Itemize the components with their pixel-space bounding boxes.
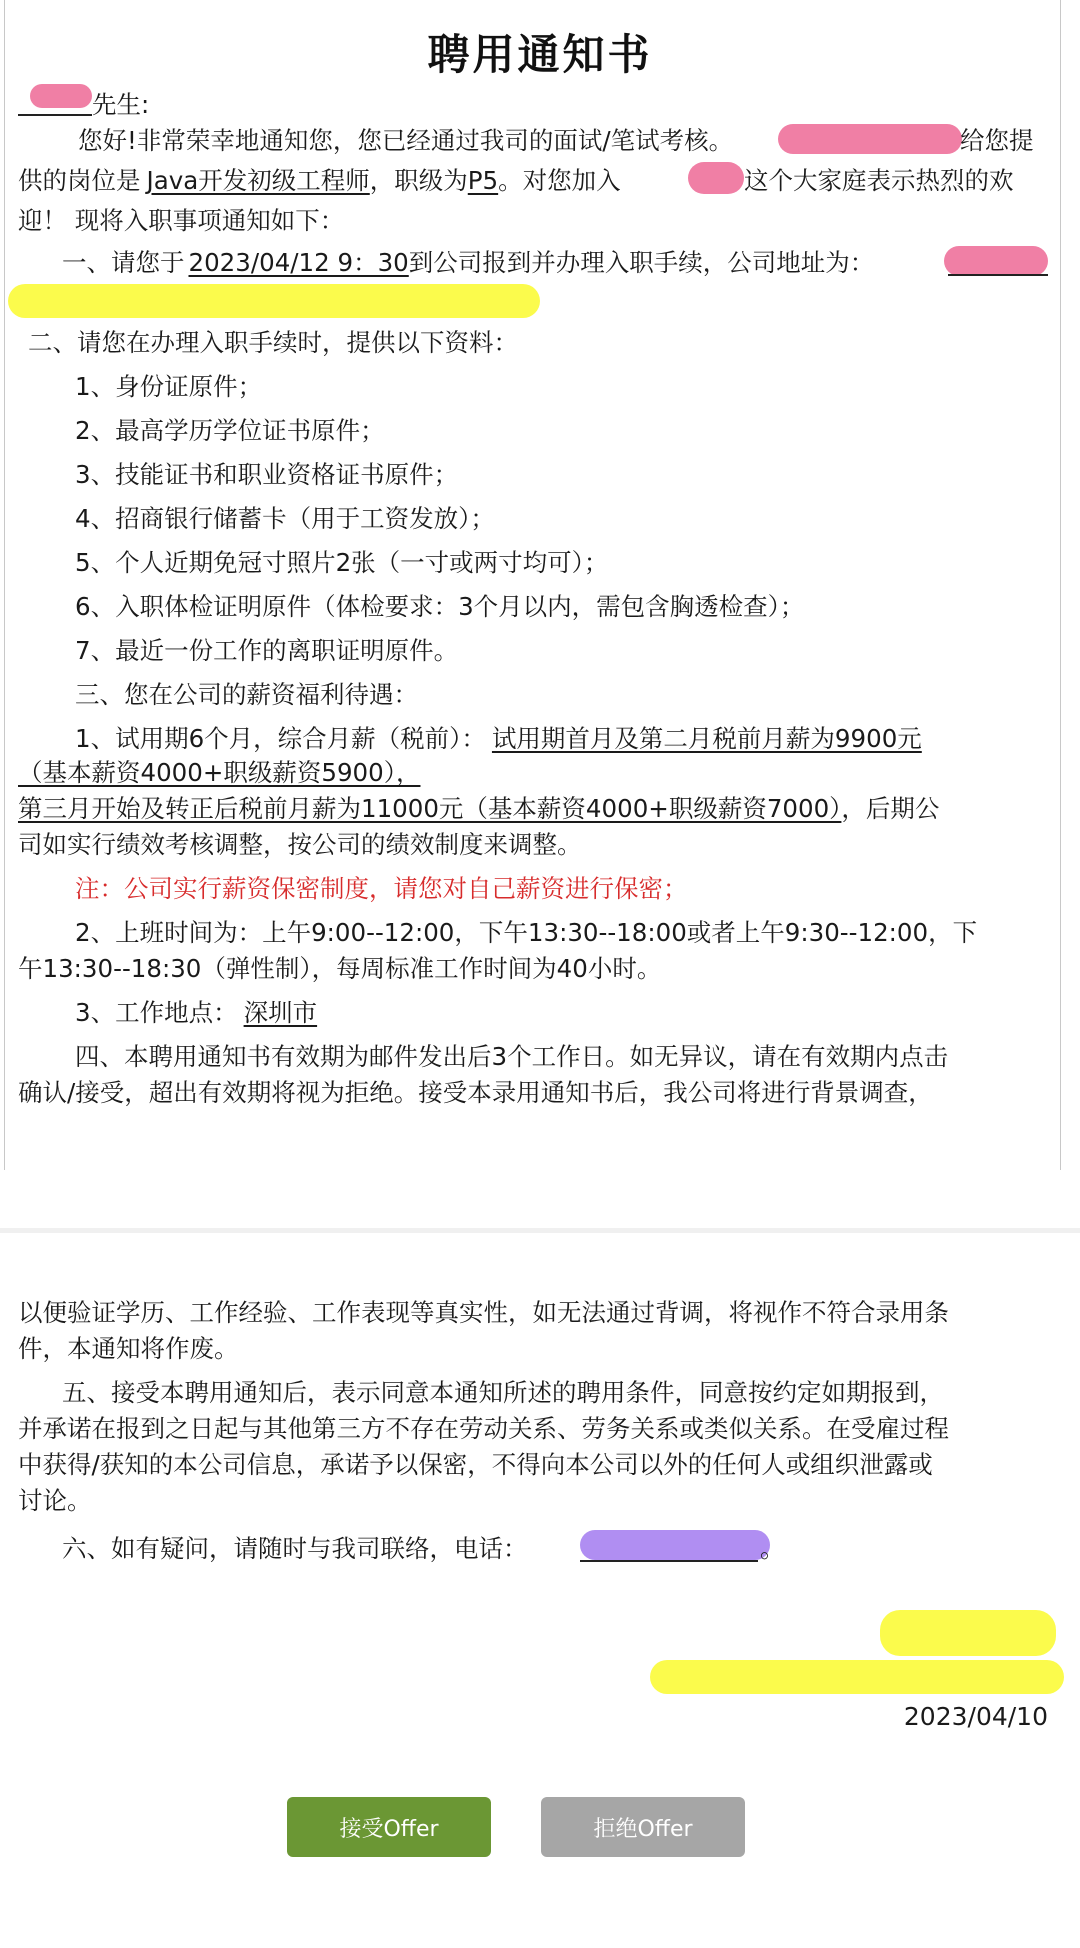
redacted-signature bbox=[880, 1610, 1056, 1656]
section-5-line-1: 五、接受本聘用通知后，表示同意本通知所述的聘用条件，同意按约定如期报到， bbox=[62, 1378, 944, 1407]
position-title: Java开发初级工程师 bbox=[146, 166, 370, 195]
list-item: 6、入职体检证明原件（体检要求：3个月以内，需包含胸透检查）； bbox=[75, 592, 805, 621]
salary-probation-detail: （基本薪资4000+职级薪资5900）， bbox=[18, 758, 421, 787]
section-5-line-2: 并承诺在报到之日起与其他第三方不存在劳动关系、劳务关系或类似关系。在受雇过程 bbox=[18, 1414, 949, 1443]
address-underline bbox=[948, 274, 1048, 276]
section-5-line-3: 中获得/获知的本公司信息，承诺予以保密，不得向本公司以外的任何人或组织泄露或 bbox=[18, 1450, 933, 1479]
page-divider bbox=[0, 1228, 1080, 1233]
list-item: 5、个人近期免冠寸照片2张（一寸或两寸均可）； bbox=[75, 548, 609, 577]
intro-line-1-tail: 给您提 bbox=[960, 126, 1034, 155]
accept-offer-button[interactable]: 接受Offer bbox=[287, 1797, 491, 1857]
section-4-line-3: 以便验证学历、工作经验、工作表现等真实性，如无法通过背调，将视作不符合录用条 bbox=[18, 1298, 949, 1327]
intro-line-1: 您好!非常荣幸地通知您，您已经通过我司的面试/笔试考核。 bbox=[78, 126, 734, 155]
section-5-line-4: 讨论。 bbox=[18, 1486, 92, 1515]
redacted-phone bbox=[580, 1530, 770, 1560]
section-4-line-1: 四、本聘用通知书有效期为邮件发出后3个工作日。如无异议，请在有效期内点击 bbox=[75, 1042, 949, 1071]
salutation: 先生: bbox=[92, 90, 150, 119]
report-datetime: 2023/04/12 9：30 bbox=[188, 248, 409, 277]
section-6-end: 。 bbox=[760, 1534, 785, 1563]
list-item: 4、招商银行储蓄卡（用于工资发放）； bbox=[75, 504, 495, 533]
work-hours-line-1: 2、上班时间为：上午9:00--12:00，下午13:30--18:00或者上午9:30--12:00，下 bbox=[75, 918, 978, 947]
redacted-address-highlight bbox=[8, 284, 540, 318]
page-title: 聘用通知书 bbox=[427, 30, 653, 79]
section-3-heading: 三、您在公司的薪资福利待遇： bbox=[75, 680, 418, 709]
section-6: 六、如有疑问，请随时与我司联络，电话： bbox=[62, 1534, 528, 1563]
issue-date: 2023/04/10 bbox=[903, 1702, 1048, 1731]
reject-offer-button[interactable]: 拒绝Offer bbox=[541, 1797, 745, 1857]
list-item: 1、身份证原件； bbox=[75, 372, 263, 401]
text: 3、工作地点： bbox=[75, 998, 238, 1027]
salary-line-3 bbox=[18, 792, 939, 826]
confidentiality-note: 注：公司实行薪资保密制度，请您对自己薪资进行保密； bbox=[75, 874, 688, 903]
text: 供的岗位是 bbox=[18, 166, 141, 195]
text: ，职级为 bbox=[369, 166, 468, 195]
salary-regular: 第三月开始及转正后税前月薪为11000元（基本薪资4000+职级薪资7000） bbox=[18, 794, 842, 823]
text: 。对您加入 bbox=[498, 166, 621, 195]
text: 到公司报到并办理入职手续，公司地址为： bbox=[408, 248, 875, 277]
redacted-address bbox=[944, 246, 1048, 276]
section-4-line-2: 确认/接受，超出有效期将视为拒绝。接受本录用通知书后，我公司将进行背景调查， bbox=[18, 1078, 933, 1107]
name-underline bbox=[18, 114, 92, 116]
intro-line-2 bbox=[18, 164, 621, 198]
salary-line-4: 司如实行绩效考核调整，按公司的绩效制度来调整。 bbox=[18, 830, 582, 859]
salary-line-2 bbox=[18, 756, 420, 790]
list-item: 3、技能证书和职业资格证书原件； bbox=[75, 460, 459, 489]
text: 一、请您于 bbox=[62, 248, 185, 277]
salary-line-1 bbox=[75, 722, 922, 756]
list-item: 7、最近一份工作的离职证明原件。 bbox=[75, 636, 459, 665]
intro-line-2-tail: 这个大家庭表示热烈的欢 bbox=[744, 166, 1014, 195]
redacted-company-seal bbox=[650, 1660, 1064, 1694]
phone-underline bbox=[580, 1560, 758, 1562]
page-gap bbox=[0, 1170, 1080, 1230]
intro-line-3: 迎！ 现将入职事项通知如下： bbox=[18, 206, 345, 235]
redacted-name bbox=[30, 84, 92, 108]
text: ，后期公 bbox=[841, 794, 940, 823]
redacted-company bbox=[778, 124, 962, 154]
text: 1、试用期6个月，综合月薪（税前）： bbox=[75, 724, 486, 753]
section-2-heading: 二、请您在办理入职手续时，提供以下资料： bbox=[28, 328, 518, 357]
redacted-company-2 bbox=[688, 162, 744, 194]
job-level: P5 bbox=[467, 166, 499, 195]
work-city: 深圳市 bbox=[243, 998, 318, 1027]
list-item: 2、最高学历学位证书原件； bbox=[75, 416, 385, 445]
work-hours-line-2: 午13:30--18:30（弹性制），每周标准工作时间为40小时。 bbox=[18, 954, 662, 983]
salary-probation: 试用期首月及第二月税前月薪为9900元 bbox=[491, 724, 922, 753]
section-1 bbox=[62, 246, 874, 280]
section-4-line-4: 件，本通知将作废。 bbox=[18, 1334, 239, 1363]
work-location bbox=[75, 996, 317, 1030]
